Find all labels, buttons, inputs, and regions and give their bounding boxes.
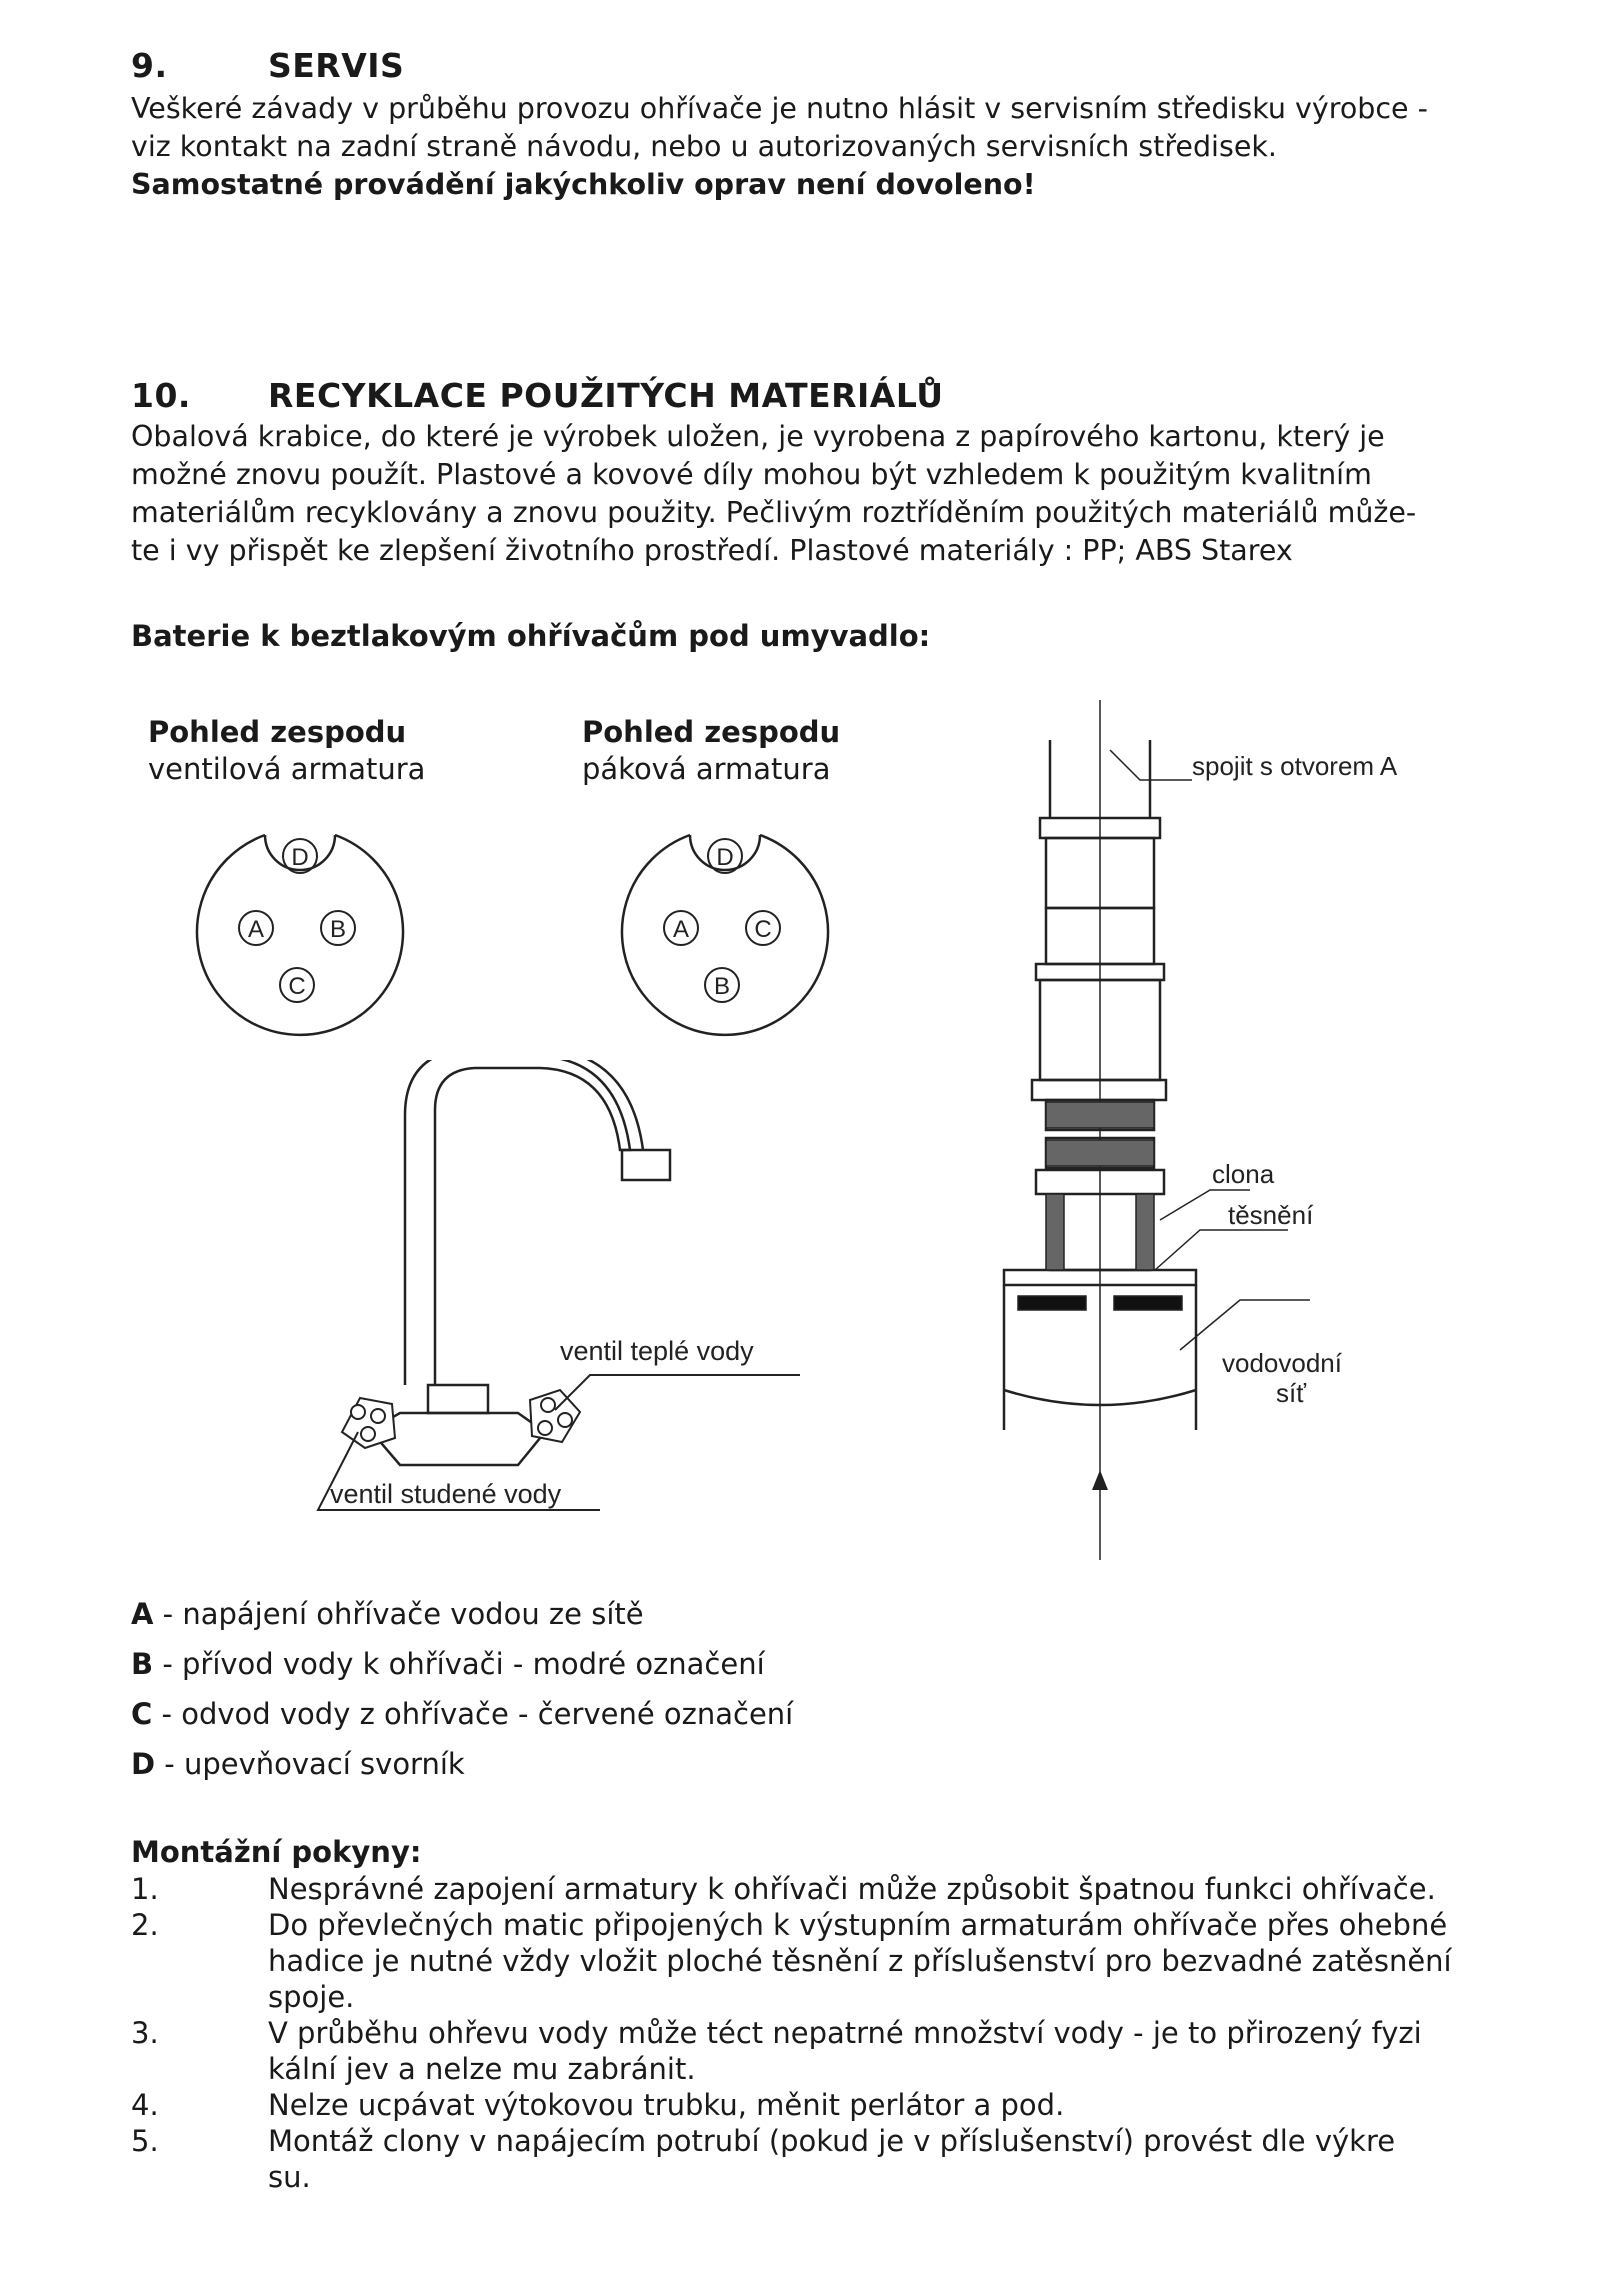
- legend-row: A - napájení ohřívače vodou ze sítě: [131, 1597, 644, 1631]
- instruction-item: 3. V průběhu ohřevu vody může téct nepatrné množství vody - je to přirozený fyzi kální jev a nelze mu zabránit.: [131, 2016, 1422, 2086]
- instruction-item: 4. Nelze ucpávat výtokovou trubku, měnit perlátor a pod.: [131, 2088, 1065, 2122]
- paragraph-line: Obalová krabice, do které je výrobek uložen, je vyrobena z papírového kartonu, který je: [131, 420, 1385, 453]
- cold-valve-label: ventil studené vody: [330, 1479, 562, 1509]
- port-marker-c: [280, 968, 314, 1002]
- section-title: SERVIS: [268, 46, 405, 85]
- clona-label: clona: [1212, 1159, 1275, 1189]
- warning-text: Samostatné provádění jakýchkoliv oprav není dovoleno!: [131, 168, 1036, 201]
- view-title: Pohled zespodu: [148, 715, 407, 749]
- section-number: 9.: [131, 46, 168, 85]
- body-base: [370, 1413, 545, 1465]
- body-collar: [428, 1385, 488, 1413]
- battery-heading: Baterie k beztlakovým ohřívačům pod umyvadlo:: [131, 619, 931, 653]
- view-subtitle: ventilová armatura: [148, 752, 426, 786]
- instruction-item: 1. Nesprávné zapojení armatury k ohřívači může způsobit špatnou funkci ohřívače.: [131, 1872, 1436, 1906]
- flow-arrow: [1092, 1470, 1108, 1490]
- instruction-item: 5. Montáž clony v napájecím potrubí (pokud je v příslušenství) provést dle výkre su.: [131, 2124, 1396, 2194]
- faucet-drawing: [300, 1060, 820, 1520]
- section-10-body: [131, 418, 1551, 570]
- paragraph-line: materiálům recyklovány a znovu použity. Pečlivým roztříděním použitých materiálů může-: [131, 496, 1417, 529]
- svg-text:A: A: [672, 916, 690, 943]
- cold-valve-handle: [342, 1398, 395, 1448]
- sit-leader: [1180, 1300, 1310, 1350]
- tesneni-leader: [1155, 1230, 1288, 1270]
- section-9-heading: [131, 46, 404, 85]
- hot-valve-handle: [530, 1390, 580, 1442]
- instructions-title: Montážní pokyny:: [131, 1835, 422, 1869]
- svg-text:D: D: [716, 844, 734, 871]
- legend-row: D - upevňovací svorník: [131, 1747, 465, 1781]
- legend-row: C - odvod vody z ohřívače - červené označení: [131, 1697, 794, 1731]
- svg-text:B: B: [713, 973, 731, 1000]
- seal-1-hatch: [1046, 1102, 1154, 1128]
- paragraph-line: te i vy přispět ke zlepšení životního prostředí. Plastové materiály : PP; ABS Starex: [131, 534, 1293, 567]
- sit-label-line1: vodovodní: [1222, 1348, 1342, 1378]
- valve-bottom-view-diagram: [180, 820, 420, 1040]
- view-subtitle: páková armatura: [582, 752, 831, 786]
- paragraph-line: Veškeré závady v průběhu provozu ohřívače je nutno hlásit v servisním středisku výrobce -: [131, 92, 1428, 125]
- svg-text:D: D: [291, 844, 309, 871]
- port-legend: [131, 1596, 793, 1783]
- port-marker-a: [664, 911, 698, 945]
- svg-text:A: A: [247, 916, 265, 943]
- section-9-body: [131, 90, 1551, 204]
- view-valve-caption: [148, 714, 425, 788]
- clona-right-hatch: [1136, 1194, 1154, 1270]
- port-marker-d: [283, 839, 317, 873]
- tesneni-label: těsnění: [1228, 1200, 1314, 1230]
- port-marker-b: [705, 968, 739, 1002]
- section-title: RECYKLACE POUŽITÝCH MATERIÁLŮ: [268, 376, 944, 415]
- nut-ring: [1032, 1080, 1166, 1100]
- seal-2-hatch: [1046, 1140, 1154, 1166]
- clona-left-hatch: [1046, 1194, 1064, 1270]
- svg-text:B: B: [329, 916, 347, 943]
- gasket-right: [1114, 1296, 1182, 1310]
- paragraph-line: viz kontakt na zadní straně návodu, nebo u autorizovaných servisních středisek.: [131, 130, 1277, 163]
- hot-valve-label: ventil teplé vody: [560, 1336, 754, 1366]
- port-marker-b: [321, 911, 355, 945]
- installation-instructions: [131, 1834, 1551, 2195]
- paragraph-line: možné znovu použít. Plastové a kovové díly mohou být vzhledem k použitým kvalitním: [131, 458, 1372, 491]
- svg-text:C: C: [288, 973, 306, 1000]
- section-10-heading: [131, 376, 944, 415]
- view-lever-caption: [582, 714, 840, 788]
- sit-label-line2: síť: [1276, 1378, 1306, 1408]
- legend-row: B - přívod vody k ohřívači - modré označení: [131, 1647, 765, 1681]
- gasket-left: [1018, 1296, 1086, 1310]
- port-marker-d: [708, 839, 742, 873]
- hot-label-leader: [555, 1375, 800, 1410]
- view-title: Pohled zespodu: [582, 715, 841, 749]
- port-marker-c: [746, 911, 780, 945]
- connect-label: spojit s otvorem A: [1192, 751, 1398, 781]
- aerator: [622, 1150, 670, 1180]
- section-number: 10.: [131, 376, 191, 415]
- inlet-cross-section-drawing: [980, 700, 1430, 1560]
- svg-text:C: C: [754, 916, 772, 943]
- lever-bottom-view-diagram: [605, 820, 845, 1040]
- instruction-item: 2. Do převlečných matic připojených k výstupním armaturám ohřívače přes ohebné hadice je nutné vždy vložit ploché těsnění z příslušenství pro bezvadné zatěsnění spoje.: [131, 1908, 1452, 2014]
- port-marker-a: [239, 911, 273, 945]
